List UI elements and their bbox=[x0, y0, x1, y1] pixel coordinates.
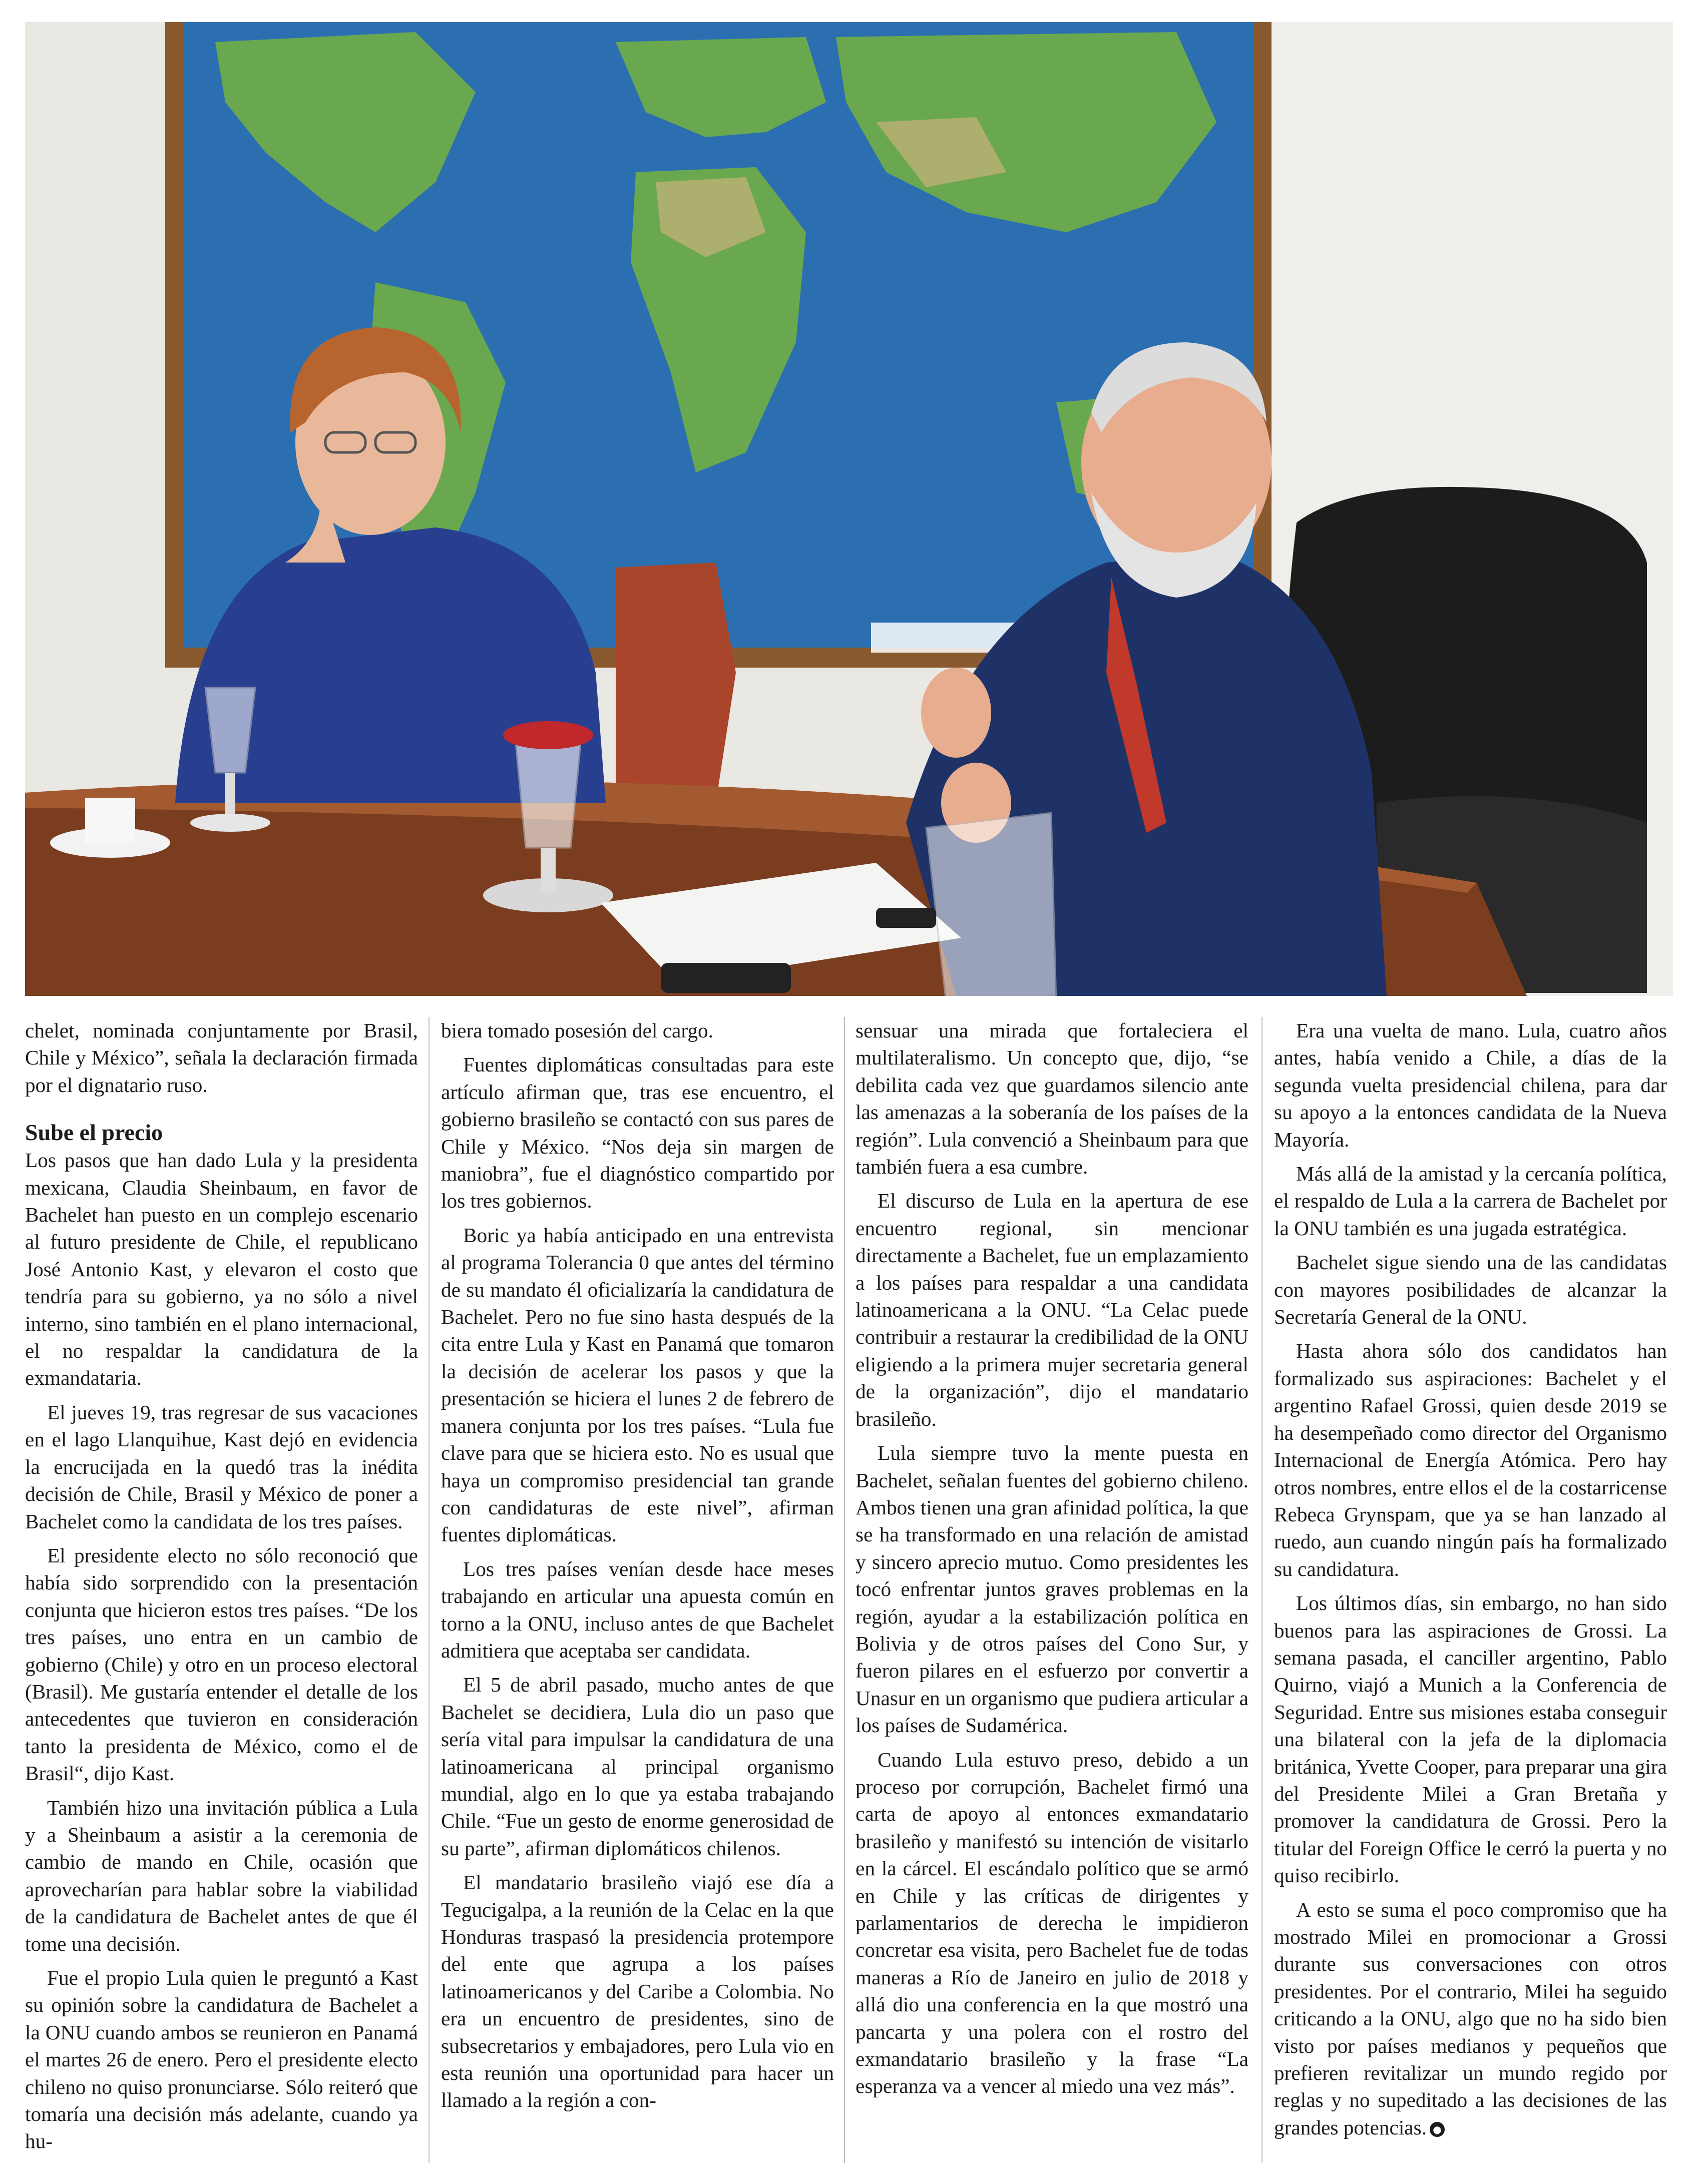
column-divider bbox=[844, 1017, 845, 2163]
paragraph: El jueves 19, tras regresar de sus vacaciones en el lago Llanquihue, Kast dejó en evidencia la encrucijada en la quedó tras la inédita decisión de Chile, Brasil y México de poner a Bachelet como la candidata de los tres países. bbox=[25, 1400, 418, 1533]
paragraph: El 5 de abril pasado, mucho antes de que Bachelet se decidiera, Lula dio un paso que sería vital para impulsar la candidatura de una latinoamericana al principal organismo mundial, algo en lo que ya estaba trabajando Chile. “Fue un gesto de enorme generosidad de su parte”, afirman diplomáticos chilenos. bbox=[441, 1673, 834, 1860]
paragraph: Fue el propio Lula quien le preguntó a Kast su opinión sobre la candidatura de Bachelet a la ONU cuando ambos se reunieron en Panamá el martes 26 de enero. Pero el presidente electo chileno no quiso pronunciarse. Sólo reiteró que tomaría una decisión más adelante, cuando ya hu- bbox=[25, 1966, 418, 2153]
paragraph: Lula siempre tuvo la mente puesta en Bachelet, señalan fuentes del gobierno chileno. Ambos tienen una gran afinidad política, la que se ha transformado en una relación de amistad y sincero aprecio mutuo. Como presidentes les tocó enfrentar juntos graves problemas en la región, ayudar a la estabilización política en Bolivia y de otros países del Cono Sur, y fueron pilares en el esfuerzo por convertir a Unasur en un organismo que pudiera articular a los países de Sudamérica. bbox=[856, 1441, 1248, 1737]
paragraph: Boric ya había anticipado en una entrevista al programa Tolerancia 0 que antes del término de su mandato él oficializaría la candidatura de Bachelet. Pero no fue sino hasta después de la cita entre Lula y Kast en Panamá que tomaron la decisión de acelerar los pasos y que la presentación se hiciera el lunes 2 de febrero de manera conjunta por los tres países. “Lula fue clave para que se hiciera esto. No es usual que haya un compromiso presidencial tan grande con candidaturas de este nivel”, afirman fuentes diplomáticas. bbox=[441, 1223, 834, 1546]
column-divider bbox=[429, 1017, 430, 2163]
paragraph: Los tres países venían desde hace meses trabajando en articular una apuesta común en torno a la ONU, incluso antes de que Bachelet admitiera que aceptaba ser candidata. bbox=[441, 1557, 834, 1662]
paragraph: Bachelet sigue siendo una de las candidatas con mayores posibilidades de alcanzar la Secretaría General de la ONU. bbox=[1274, 1251, 1667, 1329]
article-column-1 bbox=[25, 1017, 418, 2163]
paragraph-text: A esto se suma el poco compromiso que ha mostrado Milei en promocionar a Grossi durante sus conversaciones con otros presidentes. Por el contrario, Milei ha seguido criticando a la ONU, algo que no ha sido bien visto por países medianos y pequeños que prefieren revitalizar un mundo regido por reglas y no supeditado a las decisiones de las grandes potencias. bbox=[1274, 1898, 1667, 2139]
column-divider bbox=[1261, 1017, 1262, 2163]
paragraph: El discurso de Lula en la apertura de ese encuentro regional, sin mencionar directamente a Bachelet, fue un emplazamiento a los países para respaldar a una candidata latinoamericana a la ONU. “La Celac puede contribuir a restaurar la credibilidad de la ONU eligiendo a la primera mujer secretaria general de la organización”, dijo el mandatario brasileño. bbox=[856, 1189, 1248, 1430]
paragraph: chelet, nominada conjuntamente por Brasil, Chile y México”, señala la declaración firmada por el dignatario ruso. bbox=[25, 1019, 418, 1097]
article-column-3 bbox=[856, 1017, 1248, 2163]
paragraph: Hasta ahora sólo dos candidatos han formalizado sus aspiraciones: Bachelet y el argentino Rafael Grossi, quien desde 2019 se ha desempeñado como director del Organismo Internacional de Energía Atómica. Pero hay otros nombres, entre ellos el de la costarricense Rebeca Grynspam, que ya se han lanzado al ruedo, aun cuando ningún país ha formalizado su candidatura. bbox=[1274, 1339, 1667, 1580]
paragraph: Los pasos que han dado Lula y la presidenta mexicana, Claudia Sheinbaum, en favor de Bachelet han puesto en un complejo escenario al futuro presidente de Chile, el republicano José Antonio Kast, y elevaron el costo que tendría para su gobierno, ya no sólo a nivel interno, sino también en el plano internacional, el no respaldar la candidatura de la exmandataria. bbox=[25, 1149, 418, 1390]
paragraph: sensuar una mirada que fortaleciera el multilateralismo. Un concepto que, dijo, “se debilita cada vez que guardamos silencio ante las amenazas a la soberanía de los países de la región”. Lula convenció a Sheinbaum para que también fuera a esa cumbre. bbox=[856, 1019, 1248, 1179]
chair-left bbox=[616, 563, 736, 803]
last-paragraph bbox=[1274, 1896, 1667, 2141]
paragraph: Cuando Lula estuvo preso, debido a un proceso por corrupción, Bachelet firmó una carta de apoyo al entonces exmandatario brasileño y manifestó su intención de visitarlo en la cárcel. El escándalo político que se armó en Chile y las críticas de dirigentes y parlamentarios de derecha le impidieron concretar esa visita, pero Bachelet fue de todas maneras a Río de Janeiro en julio de 2018 y allá dio una conferencia en la que mostró una pancarta y una polera con el rostro del exmandatario brasileño y la frase “La esperanza va a vencer al miedo una vez más”. bbox=[856, 1748, 1248, 2098]
article-photo bbox=[25, 22, 1673, 996]
paragraph: El presidente electo no sólo reconoció que había sido sorprendido con la presentación conjunta que hicieron estos tres países. “De los tres países, uno entra en un cambio de gobierno (Chile) y otro en un proceso electoral (Brasil). Me gustaría entender el detalle de los antecedentes que tuvieron en consideración tanto la presidenta de México, como el de Brasil“, dijo Kast. bbox=[25, 1543, 418, 1785]
article-column-4 bbox=[1274, 1017, 1667, 2163]
section-heading: Sube el precio bbox=[25, 1120, 163, 1146]
paragraph: El mandatario brasileño viajó ese día a Tegucigalpa, a la reunión de la Celac en la que Honduras traspasó la presidencia protempore del ente que agrupa a los países latinoamericanos y del Caribe a Colombia. No era un encuentro de presidentes, sino de subsecretarios y embajadores, pero Lula vio en esta reunión una oportunidad para hacer un llamado a la región a con- bbox=[441, 1871, 834, 2112]
paragraph: También hizo una invitación pública a Lula y a Sheinbaum a asistir a la ceremonia de cambio de mando en Chile, ocasión que aprovecharían para hablar sobre la viabilidad de la candidatura de Bachelet antes de que él tome una decisión. bbox=[25, 1796, 418, 1955]
paragraph: Los últimos días, sin embargo, no han sido buenos para las aspiraciones de Grossi. La semana pasada, el canciller argentino, Pablo Quirno, viajó a Munich a la Conferencia de Seguridad. Entre sus misiones estaba conseguir una bilateral con la jefa de la diplomacia británica, Yvette Cooper, para preparar una gira del Presidente Milei a Gran Bretaña y promover la candidatura de Grossi. Pero la titular del Foreign Office le cerró la puerta y no quiso recibirlo. bbox=[1274, 1591, 1667, 1887]
end-mark-icon: ● bbox=[1430, 2122, 1445, 2137]
article-column-2 bbox=[441, 1017, 834, 2163]
paragraph: Fuentes diplomáticas consultadas para este artículo afirman que, tras ese encuentro, el gobierno brasileño se contactó con sus pares de Chile y México. “Nos deja sin margen de maniobra”, fue el diagnóstico compartido por los tres gobiernos. bbox=[441, 1053, 834, 1213]
paragraph: Era una vuelta de mano. Lula, cuatro años antes, había venido a Chile, a días de la segunda vuelta presidencial chilena, para dar su apoyo a la entonces candidata de la Nueva Mayoría. bbox=[1274, 1019, 1667, 1151]
paragraph: Más allá de la amistad y la cercanía política, el respaldo de Lula a la carrera de Bachelet por la ONU también es una jugada estratégica. bbox=[1274, 1162, 1667, 1240]
paragraph: biera tomado posesión del cargo. bbox=[441, 1019, 713, 1042]
photo-illustration bbox=[25, 22, 1673, 996]
